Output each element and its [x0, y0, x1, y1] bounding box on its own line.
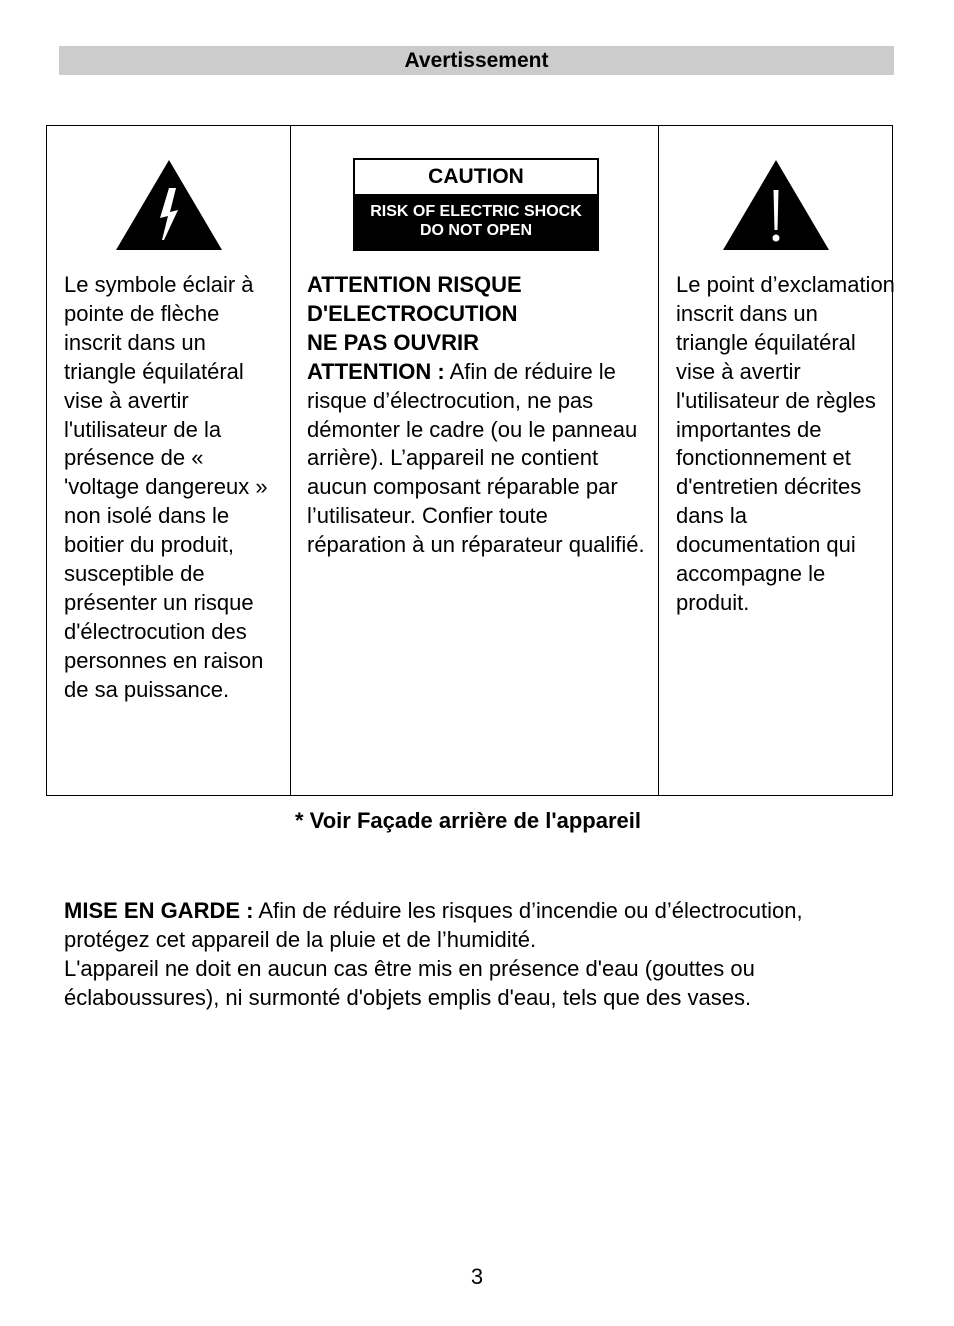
- warning-symbols-table: [46, 125, 893, 796]
- exclamation-symbol-cell: [659, 126, 895, 795]
- caution-heading-2: NE PAS OUVRIR: [307, 329, 479, 355]
- exclamation-symbol-description: Le point d’exclamation inscrit dans un triangle équilatéral vise à avertir l'utilisateur de règles importantes de fonctionnement et d'entretien décrites dans la documentation qui accompagne le produit.: [676, 272, 895, 615]
- mise-en-garde-text-2: L'appareil ne doit en aucun cas être mis en présence d'eau (gouttes ou éclaboussures), ni surmonté d'objets emplis d'eau, tels que des vases.: [64, 955, 755, 1010]
- caution-cell: [291, 126, 659, 795]
- caution-label-line2: DO NOT OPEN: [419, 222, 532, 239]
- lightning-symbol-cell: [47, 126, 291, 795]
- lightning-bolt-triangle-icon: [114, 158, 224, 252]
- mise-en-garde-label: MISE EN GARDE :: [64, 898, 254, 923]
- section-title: Avertissement: [404, 49, 549, 72]
- attention-prefix: ATTENTION :: [307, 358, 445, 384]
- attention-text: Afin de réduire le risque d’électrocution, ne pas démonter le cadre (ou le panneau arrière). L’appareil ne contient aucun composant réparable par l’utilisateur. Confier toute réparation à un réparateur qualifié.: [307, 358, 645, 558]
- caution-label: [353, 158, 599, 251]
- caution-label-line1: RISK OF ELECTRIC SHOCK: [370, 203, 582, 220]
- mise-en-garde-paragraph: [64, 897, 894, 1013]
- lightning-symbol-description: Le symbole éclair à pointe de flèche inscrit dans un triangle équilatéral vise à avertir l'utilisateur de la présence de « 'voltage dangereux » non isolé dans le boitier du produit, susceptible de présenter un risque d'électrocution des personnes en raison de sa puissance.: [64, 272, 268, 702]
- caution-heading-1: ATTENTION RISQUE D'ELECTROCUTION: [307, 272, 522, 326]
- mise-en-garde-text-1: Afin de réduire les risques d’incendie ou d’électrocution, protégez cet appareil de la pluie et de l’humidité.: [64, 898, 803, 952]
- caution-label-subtitle: [355, 194, 597, 240]
- footnote: * Voir Façade arrière de l'appareil: [295, 808, 641, 833]
- caution-label-title: CAUTION: [355, 160, 597, 194]
- page-number: 3: [470, 1264, 484, 1289]
- caution-description: [307, 271, 647, 560]
- section-title-bar: [59, 46, 894, 75]
- exclamation-triangle-icon: [721, 158, 831, 252]
